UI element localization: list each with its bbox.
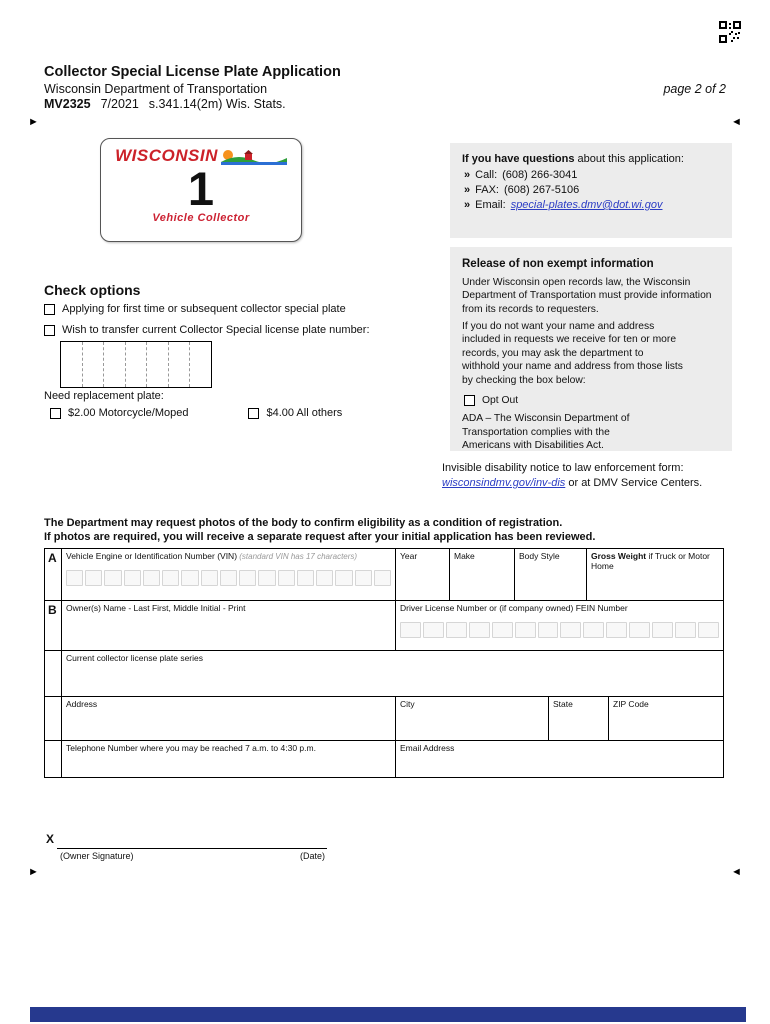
transfer-label: Wish to transfer current Collector Special license plate number: bbox=[62, 324, 370, 336]
all-others-checkbox[interactable] bbox=[248, 408, 259, 419]
char-cell[interactable] bbox=[355, 570, 372, 586]
form-revision: 7/2021 bbox=[100, 97, 139, 111]
zip-field[interactable] bbox=[609, 697, 723, 740]
contact-call-row bbox=[464, 169, 720, 181]
char-cell[interactable] bbox=[258, 570, 275, 586]
gross-weight-note: if Truck or Motor Home bbox=[591, 551, 710, 571]
opt-out-checkbox[interactable] bbox=[464, 395, 475, 406]
year-label: Year bbox=[400, 551, 418, 561]
bullet-icon: » bbox=[464, 199, 471, 211]
opt-out-label: Opt Out bbox=[482, 394, 519, 406]
char-cell[interactable] bbox=[82, 342, 104, 387]
phone-field[interactable] bbox=[62, 741, 396, 777]
char-cell[interactable] bbox=[515, 622, 536, 638]
vin-input-cells[interactable] bbox=[66, 570, 391, 586]
section-a-label: A bbox=[45, 549, 62, 600]
release-heading: Release of non exempt information bbox=[462, 258, 654, 270]
char-cell[interactable] bbox=[220, 570, 237, 586]
owner-name-field[interactable] bbox=[62, 601, 396, 650]
section-label-empty bbox=[45, 697, 62, 740]
char-cell[interactable] bbox=[66, 570, 83, 586]
char-cell[interactable] bbox=[492, 622, 513, 638]
disability-notice-suffix: or at DMV Service Centers. bbox=[565, 476, 703, 489]
char-cell[interactable] bbox=[104, 570, 121, 586]
char-cell[interactable] bbox=[469, 622, 490, 638]
contact-fax-row bbox=[464, 184, 720, 196]
qr-code bbox=[719, 21, 741, 43]
state-field[interactable] bbox=[549, 697, 609, 740]
check-options-heading: Check options bbox=[44, 282, 141, 298]
transfer-plate-number-input[interactable] bbox=[60, 341, 212, 388]
char-cell[interactable] bbox=[374, 570, 391, 586]
email-address-label: Email Address bbox=[400, 743, 455, 753]
city-field[interactable] bbox=[396, 697, 549, 740]
body-style-field[interactable] bbox=[515, 549, 587, 600]
department-name: Wisconsin Department of Transportation bbox=[44, 82, 268, 96]
char-cell[interactable] bbox=[189, 342, 211, 387]
disability-notice bbox=[442, 461, 702, 491]
photos-notice-line2: If photos are required, you will receive a separate request after your initial application has been reviewed. bbox=[44, 531, 596, 544]
moped-checkbox[interactable] bbox=[50, 408, 61, 419]
ada-statement: ADA – The Wisconsin Department of Transportation complies with the Americans with Disabilities Act. bbox=[462, 413, 630, 452]
char-cell[interactable] bbox=[85, 570, 102, 586]
registration-mark-top-left-icon: ► bbox=[28, 116, 39, 128]
signature-line[interactable] bbox=[57, 831, 327, 849]
char-cell[interactable] bbox=[124, 570, 141, 586]
char-cell[interactable] bbox=[239, 570, 256, 586]
contact-email-row bbox=[464, 199, 720, 211]
plate-number: 1 bbox=[187, 162, 215, 215]
registration-mark-bottom-right-icon: ◄ bbox=[731, 866, 742, 878]
char-cell[interactable] bbox=[652, 622, 673, 638]
vin-label: Vehicle Engine or Identification Number (VIN) bbox=[66, 551, 238, 561]
date-label: (Date) bbox=[300, 851, 326, 861]
form-statute: s.341.14(2m) Wis. Stats. bbox=[148, 97, 286, 111]
application-form-table bbox=[44, 548, 724, 778]
char-cell[interactable] bbox=[125, 342, 147, 387]
disability-notice-text: Invisible disability notice to law enforcement form: bbox=[442, 462, 684, 474]
char-cell[interactable] bbox=[146, 342, 168, 387]
driver-license-field[interactable] bbox=[396, 601, 723, 650]
char-cell[interactable] bbox=[538, 622, 559, 638]
photos-notice bbox=[44, 516, 595, 545]
fax-label: FAX: bbox=[475, 184, 499, 196]
make-field[interactable] bbox=[450, 549, 515, 600]
transfer-checkbox[interactable] bbox=[44, 325, 55, 336]
char-cell[interactable] bbox=[162, 570, 179, 586]
questions-heading-bold: If you have questions bbox=[462, 153, 575, 165]
owner-name-label: Owner(s) Name - Last First, Middle Initial - Print bbox=[66, 603, 246, 613]
char-cell[interactable] bbox=[400, 622, 421, 638]
all-others-label: $4.00 All others bbox=[266, 407, 343, 419]
char-cell[interactable] bbox=[168, 342, 190, 387]
footer-color-bar bbox=[30, 1007, 746, 1022]
email-address-field[interactable] bbox=[396, 741, 723, 777]
char-cell[interactable] bbox=[103, 342, 125, 387]
driver-license-input-cells[interactable] bbox=[400, 622, 719, 638]
first-time-checkbox[interactable] bbox=[44, 304, 55, 315]
char-cell[interactable] bbox=[606, 622, 627, 638]
section-label-empty bbox=[45, 651, 62, 696]
make-label: Make bbox=[454, 551, 475, 561]
registration-mark-bottom-left-icon: ► bbox=[28, 866, 39, 878]
moped-label: $2.00 Motorcycle/Moped bbox=[68, 407, 189, 419]
questions-heading-rest: about this application: bbox=[574, 153, 684, 165]
questions-box bbox=[450, 143, 732, 238]
section-label-empty bbox=[45, 741, 62, 777]
char-cell[interactable] bbox=[61, 342, 82, 387]
plate-caption: Vehicle Collector bbox=[152, 212, 250, 225]
vin-note: (standard VIN has 17 characters) bbox=[237, 552, 358, 561]
phone-label: Telephone Number where you may be reached 7 a.m. to 4:30 p.m. bbox=[66, 743, 316, 753]
vin-field[interactable] bbox=[62, 549, 396, 600]
plate-series-field[interactable] bbox=[62, 651, 723, 696]
form-number: MV2325 bbox=[44, 97, 91, 111]
char-cell[interactable] bbox=[560, 622, 581, 638]
bullet-icon: » bbox=[464, 169, 471, 181]
photos-notice-line1: The Department may request photos of the body to confirm eligibility as a condition of registration. bbox=[44, 517, 563, 529]
license-plate-image bbox=[100, 138, 302, 242]
char-cell[interactable] bbox=[629, 622, 650, 638]
char-cell[interactable] bbox=[278, 570, 295, 586]
state-label: State bbox=[553, 699, 573, 709]
char-cell[interactable] bbox=[316, 570, 333, 586]
gross-weight-field[interactable] bbox=[587, 549, 723, 600]
char-cell[interactable] bbox=[675, 622, 696, 638]
char-cell[interactable] bbox=[423, 622, 444, 638]
char-cell[interactable] bbox=[583, 622, 604, 638]
driver-license-label: Driver License Number or (if company owned) FEIN Number bbox=[400, 603, 628, 613]
char-cell[interactable] bbox=[698, 622, 719, 638]
year-field[interactable] bbox=[396, 549, 450, 600]
body-style-label: Body Style bbox=[519, 551, 560, 561]
option-first-time-row bbox=[44, 303, 346, 315]
release-info-box bbox=[450, 247, 732, 451]
city-label: City bbox=[400, 699, 415, 709]
char-cell[interactable] bbox=[335, 570, 352, 586]
replacement-others-option bbox=[248, 407, 342, 419]
page-indicator: page 2 of 2 bbox=[663, 82, 726, 96]
owner-signature-label: (Owner Signature) bbox=[60, 851, 134, 861]
release-paragraph-1: Under Wisconsin open records law, the Wisconsin Department of Transportation must provide information from its records to requesters. bbox=[462, 276, 712, 315]
section-b-label: B bbox=[45, 601, 62, 650]
bullet-icon: » bbox=[464, 184, 471, 196]
disability-notice-link[interactable]: wisconsindmv.gov/inv-dis bbox=[442, 476, 566, 489]
plate-state-name: WISCONSIN bbox=[115, 146, 218, 165]
replacement-moped-option bbox=[50, 407, 188, 419]
replacement-label: Need replacement plate: bbox=[44, 390, 164, 402]
char-cell[interactable] bbox=[181, 570, 198, 586]
email-label: Email: bbox=[475, 199, 506, 211]
fax-number: (608) 267-5106 bbox=[503, 184, 580, 196]
char-cell[interactable] bbox=[446, 622, 467, 638]
registration-mark-top-right-icon: ◄ bbox=[731, 116, 742, 128]
address-field[interactable] bbox=[62, 697, 396, 740]
address-label: Address bbox=[66, 699, 98, 709]
farm-scene-graphic-icon bbox=[221, 148, 287, 165]
char-cell[interactable] bbox=[297, 570, 314, 586]
email-link[interactable]: special-plates.dmv@dot.wi.gov bbox=[510, 199, 663, 211]
release-paragraph-2: If you do not want your name and address included in requests we receive for ten or more records, you may ask the department to withhold your name and address from those lists by checking the box below: bbox=[462, 321, 683, 386]
plate-series-label: Current collector license plate series bbox=[66, 653, 204, 663]
gross-weight-label: Gross Weight bbox=[591, 551, 647, 561]
form-title: Collector Special License Plate Application bbox=[44, 64, 341, 80]
signature-x-mark: X bbox=[46, 832, 55, 846]
call-label: Call: bbox=[475, 169, 498, 181]
char-cell[interactable] bbox=[143, 570, 160, 586]
call-number: (608) 266-3041 bbox=[502, 169, 578, 181]
char-cell[interactable] bbox=[201, 570, 218, 586]
zip-label: ZIP Code bbox=[613, 699, 649, 709]
option-transfer-row bbox=[44, 324, 370, 336]
first-time-label: Applying for first time or subsequent collector special plate bbox=[62, 303, 346, 315]
